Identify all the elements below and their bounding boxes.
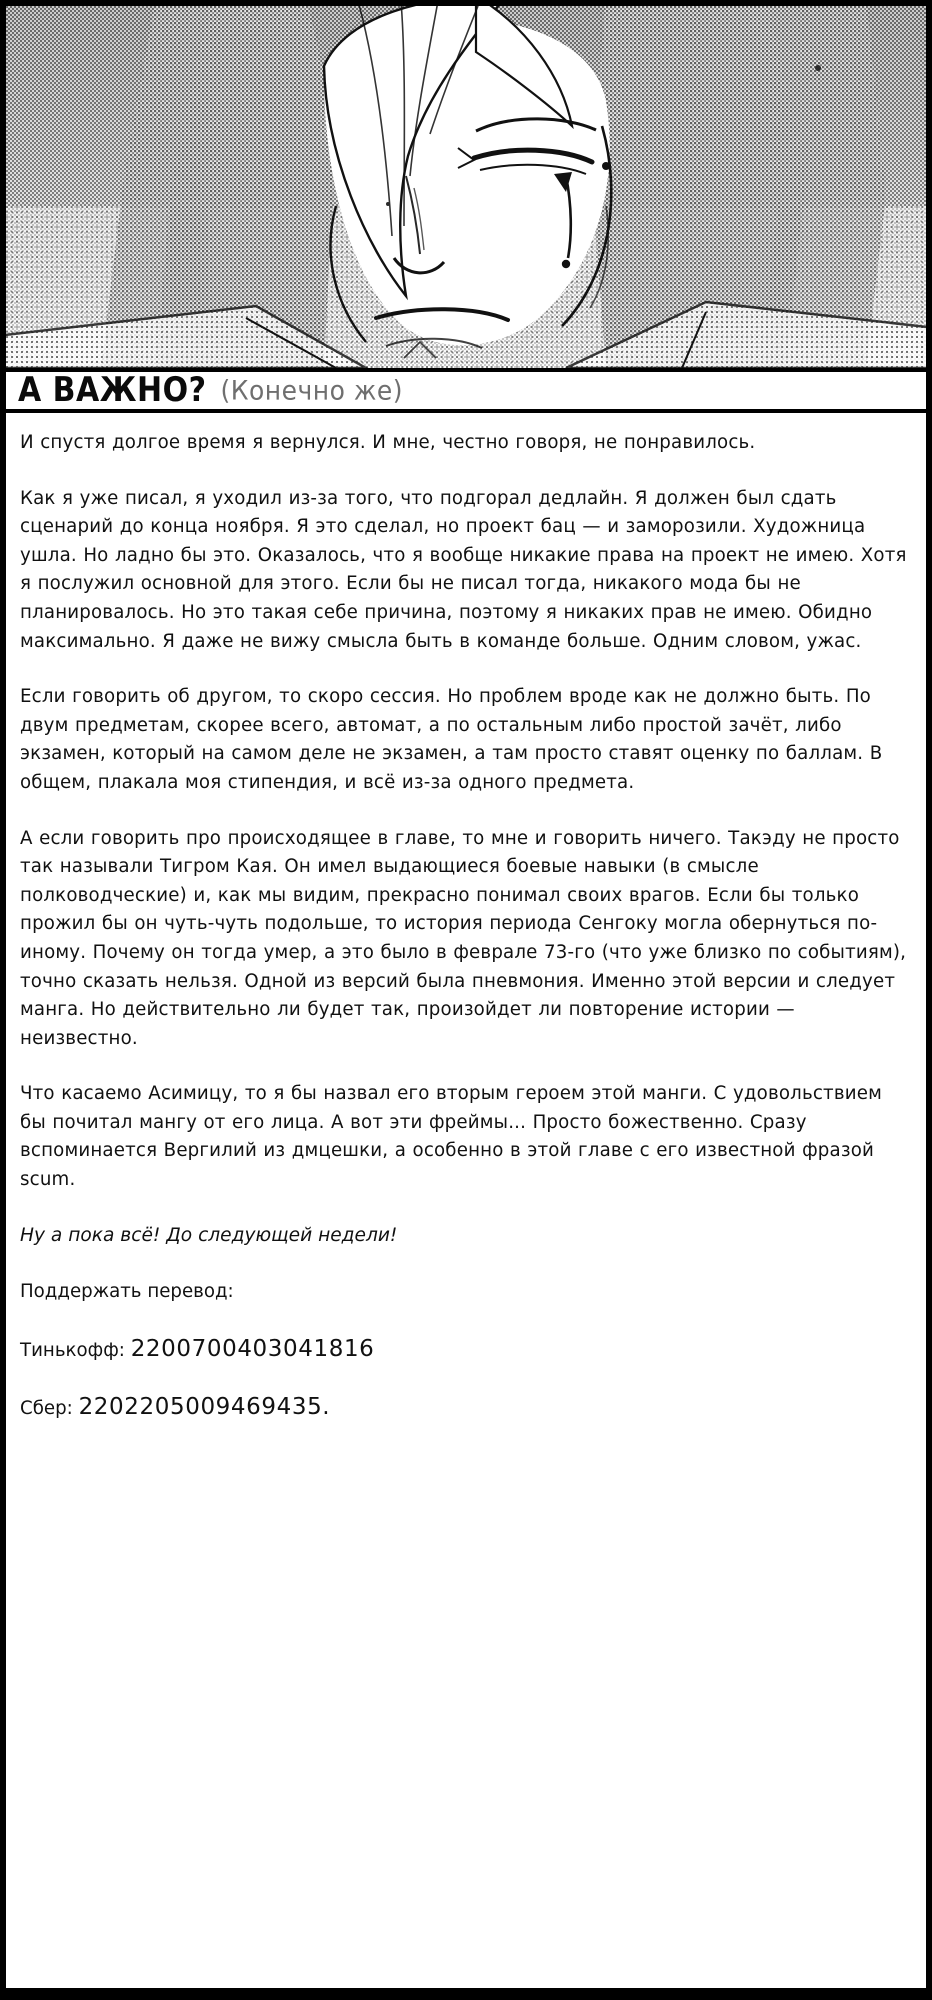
bottom-border — [0, 1988, 932, 2000]
note-paragraph-1: И спустя долгое время я вернулся. И мне, честно говоря, не понравилось. — [20, 432, 756, 453]
payment-number-sber[interactable]: 2202205009469435. — [78, 1394, 331, 1421]
note-paragraph-5: Что касаемо Асимицу, то я бы назвал его вторым героем этой манги. С удовольствием бы почитал мангу от его лица. А вот эти фреймы... Просто божественно. Сразу вспоминается Вергилий из дмцешки, а особенно в этой главе с его известной фразой scum. — [20, 1083, 883, 1191]
payment-row-sber — [20, 1393, 908, 1424]
payment-bank-tinkoff: Тинькофф: — [20, 1339, 125, 1361]
title-main-text: А ВАЖНО? — [18, 370, 207, 410]
manga-panel — [6, 6, 926, 368]
support-label: Поддержать перевод: — [20, 1281, 234, 1303]
payment-bank-sber: Сбер: — [20, 1398, 73, 1420]
title-sub-text: (Конечно же) — [220, 374, 404, 407]
note-paragraph-2: Как я уже писал, я уходил из-за того, что подгорал дедлайн. Я должен был сдать сценарий до конца ноября. Я это сделал, но проект бац — и заморозили. Художница ушла. Но ладно бы это. Оказалось, что я вообще никакие права на проект не имею. Хотя я послужил основной для этого. Если бы не писал тогда, никакого мода бы не планировалось. Но это такая себе причина, поэтому я никаких прав не имею. Обидно максимально. Я даже не вижу смысла быть в команде больше. Одним словом, ужас. — [20, 487, 907, 652]
note-paragraph-3: Если говорить об другом, то скоро сессия. Но проблем вроде как не должно быть. По двум предметам, скорее всего, автомат, а по остальным либо простой зачёт, либо экзамен, который на самом деле не экзамен, а там просто ставят оценку по баллам. В общем, плакала моя стипендия, и всё из-за одного предмета. — [20, 686, 883, 793]
payment-number-tinkoff[interactable]: 2200700403041816 — [130, 1335, 375, 1362]
note-paragraph-4: А если говорить про происходящее в главе, то мне и говорить ничего. Такэду не просто так называли Тигром Кая. Он имел выдающиеся боевые навыки (в смысле полководческие) и, как мы видим, прекрасно понимал своих врагов. Если бы только прожил бы он чуть-чуть подольше, то история периода Сенгоку могла обернуться по-иному. Почему он тогда умер, а это было в феврале 73-го (что уже близко по событиям), точно сказать нельзя. Одной из версий была пневмония. Именно этой версии и следует манга. Но действительно ли будет так, произойдет ли повторение истории — неизвестно. — [20, 827, 907, 1049]
translator-note — [6, 413, 926, 1988]
chapter-title-bar — [6, 368, 926, 413]
manga-panel-artwork — [6, 6, 926, 368]
payment-row-tinkoff — [20, 1335, 908, 1366]
note-signoff: Ну а пока всё! До следующей недели! — [20, 1224, 398, 1246]
